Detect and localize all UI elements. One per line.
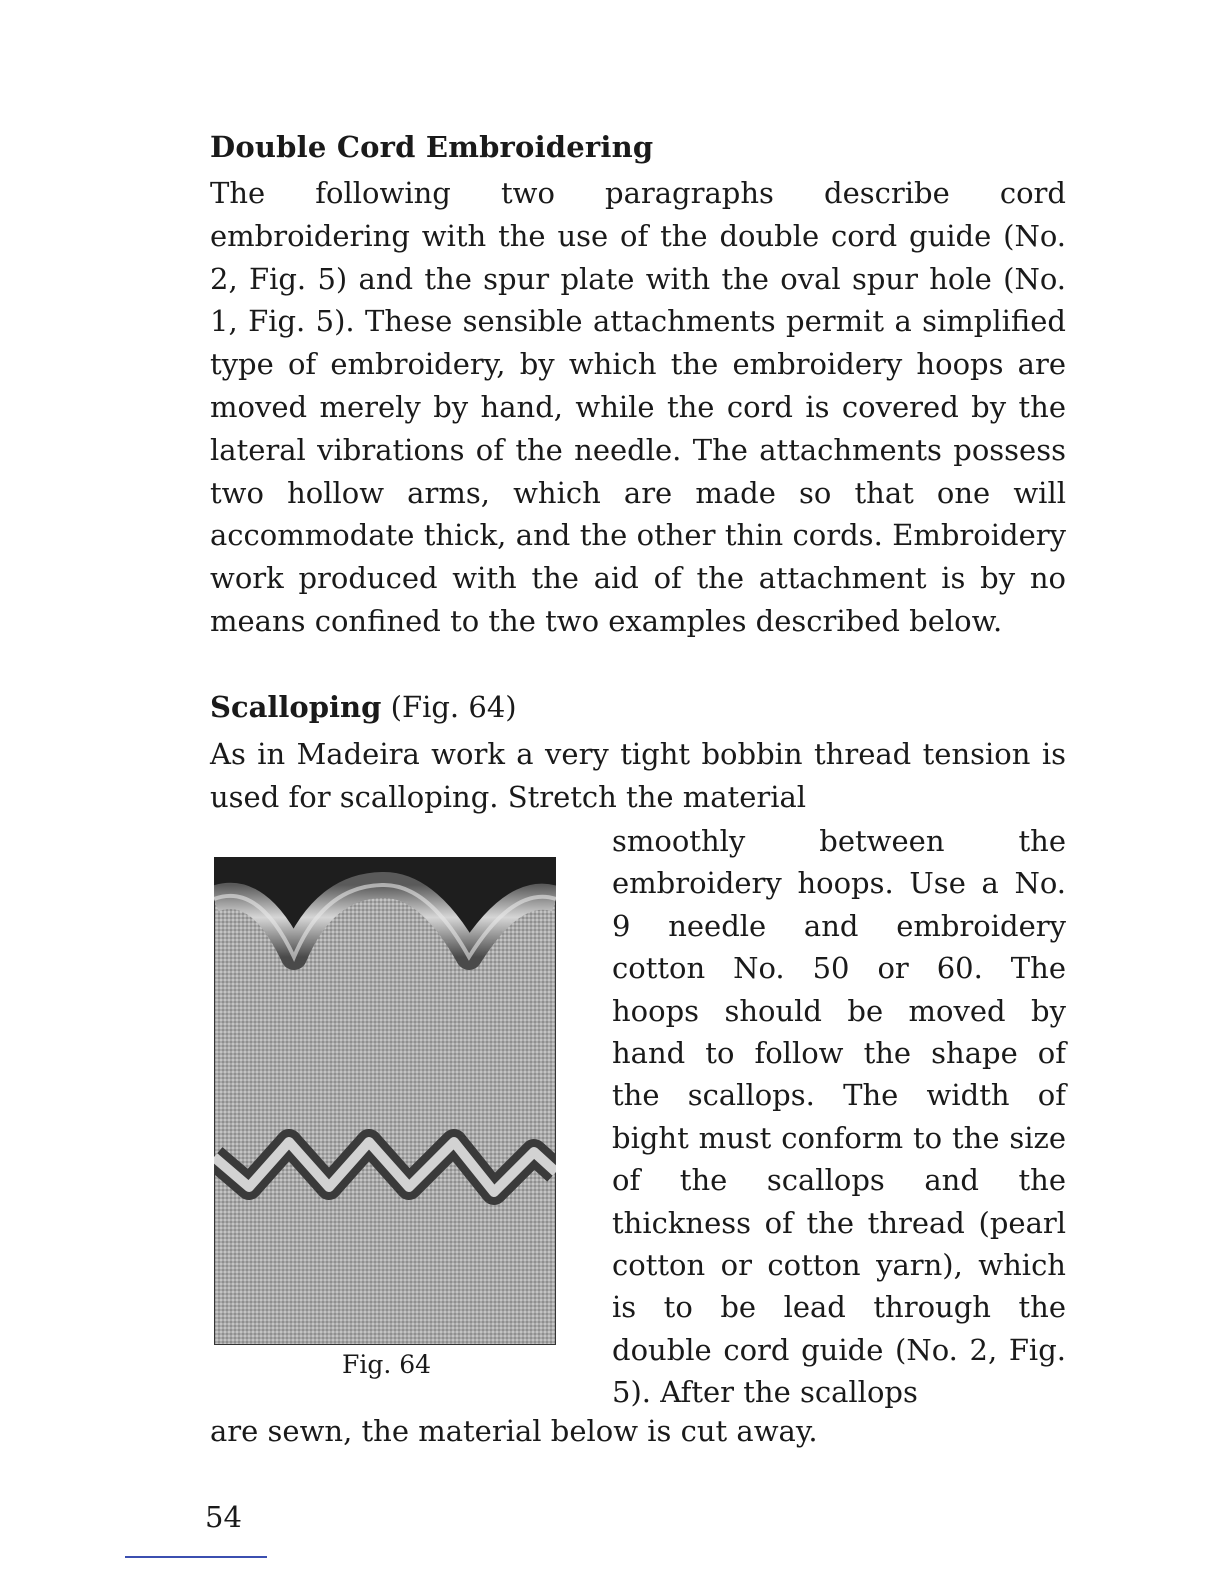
paragraph-scalloping-end: are sewn, the material below is cut away. — [210, 1414, 818, 1448]
subheading-scalloping — [210, 690, 517, 724]
scallop-embroidery-image — [214, 857, 556, 1345]
paragraph-scalloping-intro: As in Madeira work a very tight bobbin thread tension is used for scalloping. Stretch the material — [210, 737, 1066, 814]
figure-caption: Fig. 64 — [342, 1350, 432, 1379]
figure-64-illustration — [214, 857, 556, 1345]
page-number: 54 — [205, 1500, 242, 1534]
bottom-rule — [125, 1556, 267, 1558]
subheading-title: Scalloping — [210, 690, 382, 724]
section-heading: Double Cord Embroidering — [210, 130, 654, 164]
paragraph-double-cord: The following two paragraphs describe cord embroidering with the use of the double cord guide (No. 2, Fig. 5) and the spur plate with the oval spur hole (No. 1, Fig. 5). These sensible attachments permit a simplified type of embroidery, by which the embroidery hoops are moved merely by hand, while the cord is covered by the lateral vibrations of the needle. The attachments possess two hollow arms, which are made so that one will accommodate thick, and the other thin cords. Embroidery work produced with the aid of the attachment is by no means confined to the two examples described below. — [210, 176, 1066, 638]
paragraph-scalloping-column: smoothly between the embroidery hoops. Use a No. 9 needle and embroidery cotton No. 50 or 60. The hoops should be moved by hand to follow the shape of the scallops. The width of bight must conform to the size of the scallops and the thickness of the thread (pearl cotton or cotton yarn), which is to be lead through the double cord guide (No. 2, Fig. 5). After the scallops — [612, 824, 1066, 1410]
subheading-figure-ref: (Fig. 64) — [390, 690, 517, 724]
